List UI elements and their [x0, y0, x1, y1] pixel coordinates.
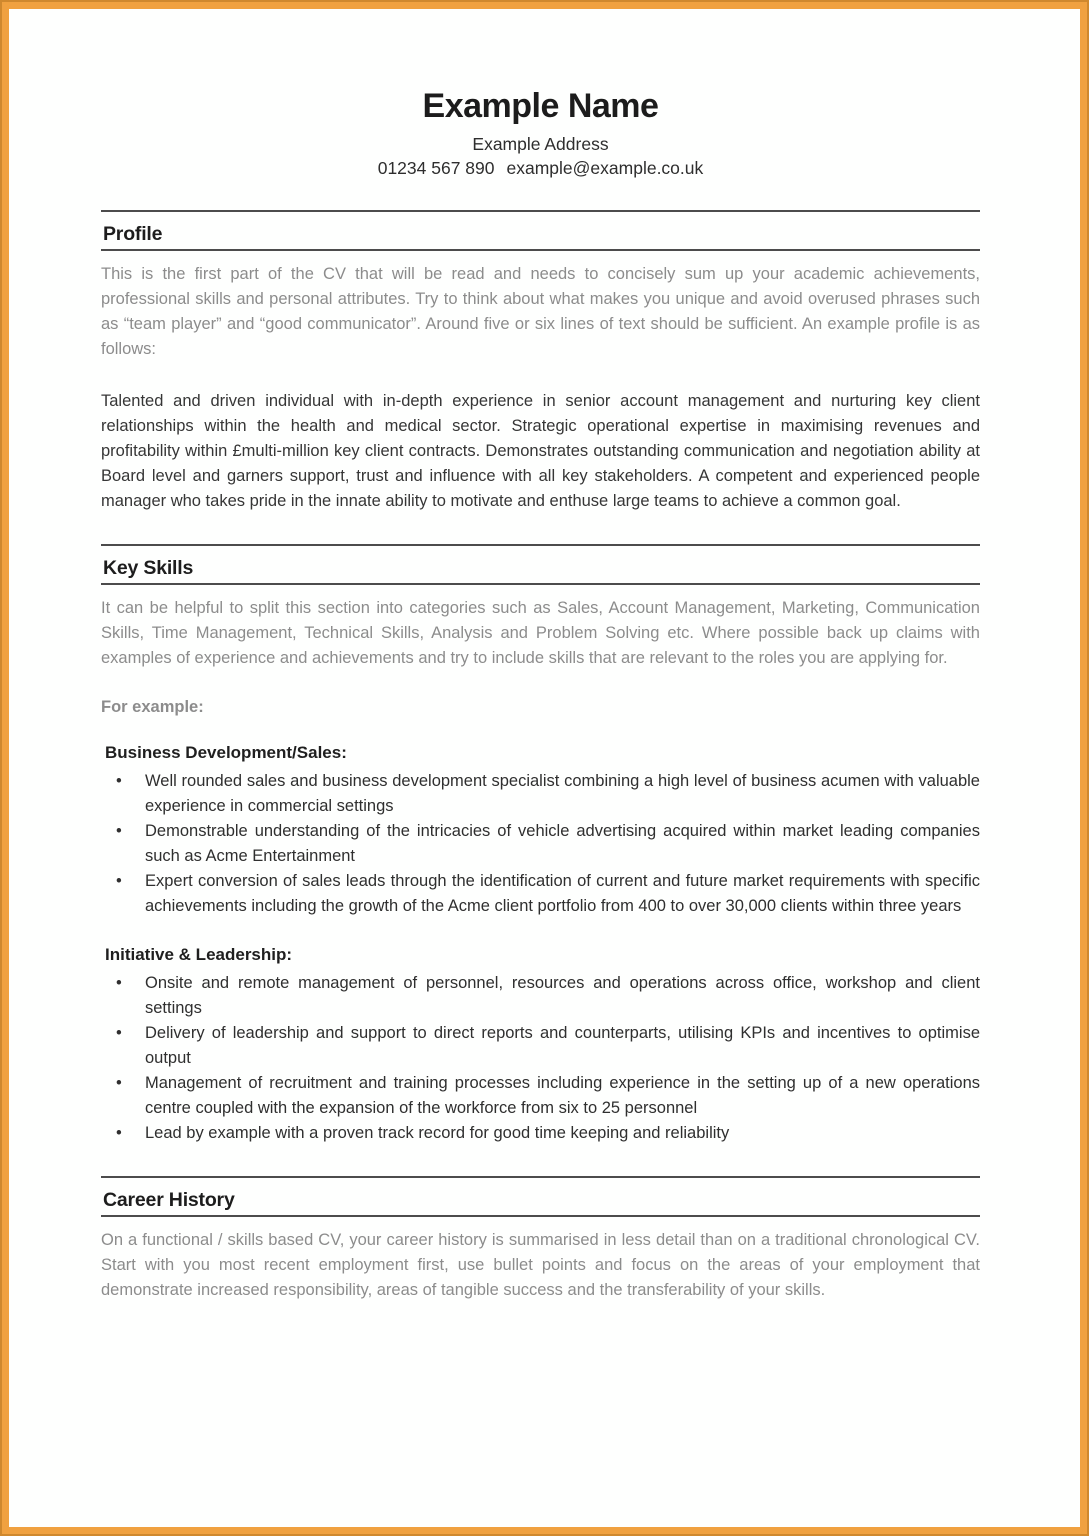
- bullet-icon: •: [116, 1124, 122, 1142]
- list-item: [101, 1071, 980, 1121]
- cv-content: [9, 9, 1080, 1303]
- bullet-icon: •: [116, 772, 122, 790]
- list-item-text: Lead by example with a proven track record for good time keeping and reliability: [145, 1124, 730, 1142]
- career-history-section-title: Career History: [103, 1189, 235, 1211]
- key-skills-section-title: Key Skills: [103, 557, 194, 579]
- list-item: [101, 869, 980, 919]
- list-item: [101, 769, 980, 819]
- doc-header: [101, 87, 980, 180]
- skill-category-heading-initiative-leadership: Initiative & Leadership:: [105, 945, 293, 964]
- profile-section-head: [101, 210, 980, 251]
- bullet-icon: •: [116, 1024, 122, 1042]
- contact-line: [101, 156, 980, 180]
- profile-section-title: Profile: [103, 223, 163, 245]
- career-history-paragraph: On a functional / skills based CV, your career history is summarised in less detail than on a traditional chronological CV. Start with you most recent employment first, use bullet points and focus on the areas of your employment that demonstrate increased responsibility, areas of tangible success and the transferability of your skills.: [101, 1231, 980, 1299]
- skill-bullet-list-business-development: [101, 769, 980, 919]
- for-example-label: For example:: [101, 698, 204, 716]
- list-item-text: Onsite and remote management of personnel, resources and operations across office, workshop and client settings: [145, 974, 980, 1017]
- career-history-section-head: [101, 1176, 980, 1217]
- profile-example-paragraph: Talented and driven individual with in-depth experience in senior account management and nurturing key client relationships within the health and medical sector. Strategic operational expertise in maximising revenues and profitability within £multi-million key client contracts. Demonstrates outstanding communication and negotiation ability at Board level and garners support, trust and influence with all key stakeholders. A competent and experienced people manager who takes pride in the innate ability to motivate and enthuse large teams to achieve a common goal.: [101, 392, 980, 510]
- list-item-text: Management of recruitment and training processes including experience in the setting up of a new operations centre coupled with the expansion of the workforce from six to 25 personnel: [145, 1074, 980, 1117]
- section-key-skills: [101, 544, 980, 1146]
- key-skills-intro-paragraph: It can be helpful to split this section into categories such as Sales, Account Management, Marketing, Communication Skills, Time Management, Technical Skills, Analysis and Problem Solving etc. Where possible back up claims with examples of experience and achievements and try to include skills that are relevant to the roles you are applying for.: [101, 599, 980, 667]
- list-item-text: Demonstrable understanding of the intricacies of vehicle advertising acquired within market leading companies such as Acme Entertainment: [145, 822, 980, 865]
- skill-bullet-list-initiative-leadership: [101, 971, 980, 1146]
- cv-page: [2, 2, 1087, 1534]
- skill-category-heading-business-development: Business Development/Sales:: [105, 743, 347, 762]
- email-address: example@example.co.uk: [506, 158, 704, 178]
- profile-intro-paragraph: This is the first part of the CV that will be read and needs to concisely sum up your academic achievements, professional skills and personal attributes. Try to think about what makes you unique and avoid overused phrases such as “team player” and “good communicator”. Around five or six lines of text should be sufficient. An example profile is as follows:: [101, 265, 980, 358]
- list-item: [101, 1021, 980, 1071]
- key-skills-section-head: [101, 544, 980, 585]
- list-item-text: Well rounded sales and business development specialist combining a high level of business acumen with valuable experience in commercial settings: [145, 772, 980, 815]
- list-item: [101, 819, 980, 869]
- bullet-icon: •: [116, 974, 122, 992]
- section-career-history: [101, 1176, 980, 1303]
- phone-number: 01234 567 890: [377, 158, 495, 178]
- list-item-text: Expert conversion of sales leads through the identification of current and future market requirements with specific achievements including the growth of the Acme client portfolio from 400 to over 30,000 clients within three years: [145, 872, 980, 915]
- candidate-name: Example Name: [422, 87, 659, 125]
- bullet-icon: •: [116, 1074, 122, 1092]
- bullet-icon: •: [116, 872, 122, 890]
- section-profile: [101, 210, 980, 514]
- candidate-address: Example Address: [472, 134, 609, 154]
- list-item: [101, 1121, 980, 1146]
- list-item-text: Delivery of leadership and support to direct reports and counterparts, utilising KPIs and incentives to optimise output: [145, 1024, 980, 1067]
- bullet-icon: •: [116, 822, 122, 840]
- list-item: [101, 971, 980, 1021]
